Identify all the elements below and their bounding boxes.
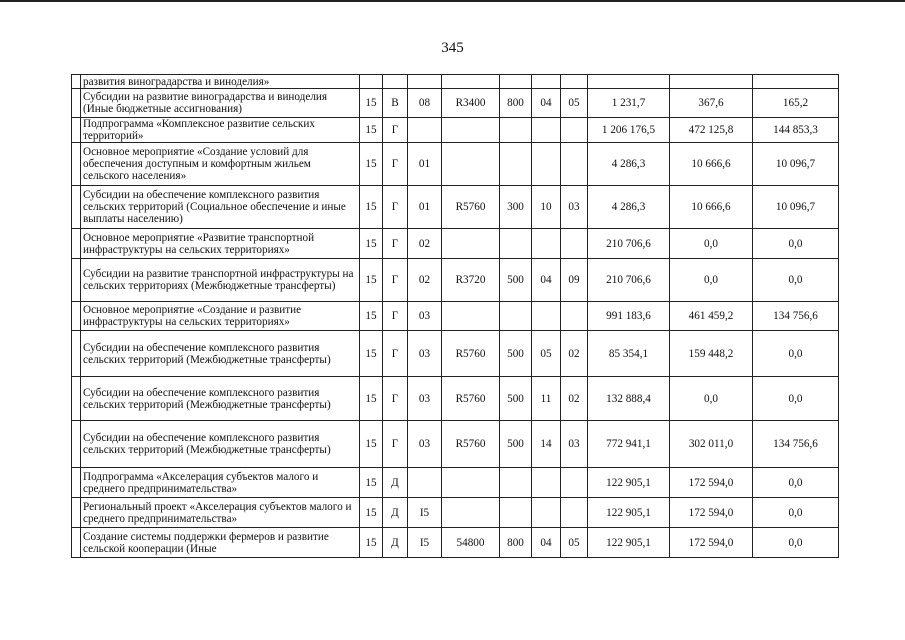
code-program: Г — [383, 186, 408, 229]
code-section — [532, 75, 561, 89]
table-row — [72, 143, 839, 186]
row-margin-cell — [72, 75, 81, 89]
row-margin-cell — [72, 468, 81, 498]
amount-year-1: 4 286,3 — [588, 186, 670, 229]
amount-year-3: 0,0 — [753, 528, 839, 558]
code-target — [442, 229, 500, 259]
code-expense-type — [500, 229, 532, 259]
code-ministry: 15 — [360, 89, 383, 118]
amount-year-3: 0,0 — [753, 377, 839, 421]
code-subsection: 03 — [561, 186, 588, 229]
code-ministry: 15 — [360, 528, 383, 558]
code-subsection: 05 — [561, 528, 588, 558]
code-section — [532, 118, 561, 143]
row-margin-cell — [72, 498, 81, 528]
code-subprogram — [408, 118, 442, 143]
amount-year-2: 0,0 — [670, 229, 753, 259]
code-program: Г — [383, 143, 408, 186]
row-margin-cell — [72, 302, 81, 331]
code-subprogram: 01 — [408, 186, 442, 229]
amount-year-2: 10 666,6 — [670, 186, 753, 229]
row-description: Основное мероприятие «Создание условий для обеспечения доступным и комфортным жильем сельского населения» — [81, 143, 360, 186]
table-row — [72, 89, 839, 118]
code-expense-type: 800 — [500, 528, 532, 558]
amount-year-2: 367,6 — [670, 89, 753, 118]
amount-year-1: 4 286,3 — [588, 143, 670, 186]
row-margin-cell — [72, 259, 81, 302]
amount-year-2: 302 011,0 — [670, 421, 753, 468]
code-program: Г — [383, 259, 408, 302]
code-subprogram: 01 — [408, 143, 442, 186]
code-section — [532, 498, 561, 528]
code-target: R3720 — [442, 259, 500, 302]
row-description: Субсидии на обеспечение комплексного развития сельских территорий (Социальное обеспечение и иные выплаты населению) — [81, 186, 360, 229]
code-subprogram: 02 — [408, 259, 442, 302]
code-target: R3400 — [442, 89, 500, 118]
code-section: 10 — [532, 186, 561, 229]
code-subsection: 02 — [561, 377, 588, 421]
code-target: R5760 — [442, 186, 500, 229]
code-target: 54800 — [442, 528, 500, 558]
row-margin-cell — [72, 89, 81, 118]
code-subprogram — [408, 75, 442, 89]
amount-year-1: 210 706,6 — [588, 229, 670, 259]
code-ministry — [360, 75, 383, 89]
row-description: Субсидии на развитие виноградарства и виноделия (Иные бюджетные ассигнования) — [81, 89, 360, 118]
code-program: Д — [383, 468, 408, 498]
code-ministry: 15 — [360, 302, 383, 331]
code-subprogram: 03 — [408, 421, 442, 468]
row-description: Подпрограмма «Комплексное развитие сельских территорий» — [81, 118, 360, 143]
code-program: Г — [383, 302, 408, 331]
code-target — [442, 143, 500, 186]
row-margin-cell — [72, 143, 81, 186]
code-ministry: 15 — [360, 421, 383, 468]
amount-year-3: 134 756,6 — [753, 421, 839, 468]
table-row — [72, 259, 839, 302]
code-target — [442, 302, 500, 331]
row-margin-cell — [72, 377, 81, 421]
code-ministry: 15 — [360, 118, 383, 143]
amount-year-3: 0,0 — [753, 229, 839, 259]
budget-table — [71, 74, 839, 558]
code-ministry: 15 — [360, 229, 383, 259]
amount-year-1: 85 354,1 — [588, 331, 670, 377]
code-target: R5760 — [442, 377, 500, 421]
row-margin-cell — [72, 186, 81, 229]
amount-year-1: 1 206 176,5 — [588, 118, 670, 143]
code-ministry: 15 — [360, 143, 383, 186]
code-subsection — [561, 498, 588, 528]
code-expense-type — [500, 468, 532, 498]
code-target — [442, 75, 500, 89]
code-program: Д — [383, 498, 408, 528]
amount-year-3: 10 096,7 — [753, 143, 839, 186]
amount-year-2: 172 594,0 — [670, 498, 753, 528]
row-description: Подпрограмма «Акселерация субъектов малого и среднего предпринимательства» — [81, 468, 360, 498]
row-margin-cell — [72, 229, 81, 259]
row-description: Основное мероприятие «Создание и развитие инфраструктуры на сельских территориях» — [81, 302, 360, 331]
code-subsection — [561, 229, 588, 259]
amount-year-1: 991 183,6 — [588, 302, 670, 331]
code-section — [532, 143, 561, 186]
code-ministry: 15 — [360, 468, 383, 498]
amount-year-2: 461 459,2 — [670, 302, 753, 331]
code-section: 05 — [532, 331, 561, 377]
amount-year-1: 210 706,6 — [588, 259, 670, 302]
code-section: 04 — [532, 89, 561, 118]
table-row — [72, 118, 839, 143]
code-target — [442, 118, 500, 143]
code-program: Д — [383, 528, 408, 558]
row-description: Субсидии на обеспечение комплексного развития сельских территорий (Межбюджетные трансферты) — [81, 331, 360, 377]
amount-year-1: 122 905,1 — [588, 528, 670, 558]
table-row — [72, 421, 839, 468]
code-expense-type — [500, 498, 532, 528]
code-subsection — [561, 75, 588, 89]
row-margin-cell — [72, 331, 81, 377]
page-number: 345 — [441, 40, 464, 56]
amount-year-2: 172 594,0 — [670, 468, 753, 498]
code-expense-type: 500 — [500, 377, 532, 421]
table-row — [72, 75, 839, 89]
row-description: Основное мероприятие «Развитие транспортной инфраструктуры на сельских территориях» — [81, 229, 360, 259]
code-subprogram: 03 — [408, 331, 442, 377]
row-margin-cell — [72, 421, 81, 468]
amount-year-2: 0,0 — [670, 259, 753, 302]
code-program: Г — [383, 331, 408, 377]
code-subprogram — [408, 468, 442, 498]
code-subsection — [561, 143, 588, 186]
table-row — [72, 377, 839, 421]
row-description: Субсидии на обеспечение комплексного развития сельских территорий (Межбюджетные трансферты) — [81, 377, 360, 421]
amount-year-2 — [670, 75, 753, 89]
amount-year-3: 0,0 — [753, 498, 839, 528]
code-program: Г — [383, 118, 408, 143]
code-ministry: 15 — [360, 377, 383, 421]
code-section: 04 — [532, 528, 561, 558]
code-ministry: 15 — [360, 259, 383, 302]
code-subsection: 09 — [561, 259, 588, 302]
amount-year-3: 134 756,6 — [753, 302, 839, 331]
code-target — [442, 468, 500, 498]
code-program: В — [383, 89, 408, 118]
code-program: Г — [383, 377, 408, 421]
code-ministry: 15 — [360, 331, 383, 377]
code-program — [383, 75, 408, 89]
code-subsection: 03 — [561, 421, 588, 468]
amount-year-1: 122 905,1 — [588, 498, 670, 528]
amount-year-2: 0,0 — [670, 377, 753, 421]
amount-year-1: 1 231,7 — [588, 89, 670, 118]
row-description: Субсидии на обеспечение комплексного развития сельских территорий (Межбюджетные трансферты) — [81, 421, 360, 468]
table-row — [72, 498, 839, 528]
scan-top-edge — [0, 0, 905, 2]
code-subprogram: 02 — [408, 229, 442, 259]
code-subsection — [561, 302, 588, 331]
code-section: 11 — [532, 377, 561, 421]
amount-year-1: 122 905,1 — [588, 468, 670, 498]
amount-year-2: 472 125,8 — [670, 118, 753, 143]
code-section — [532, 468, 561, 498]
code-subsection — [561, 118, 588, 143]
code-subprogram: 03 — [408, 377, 442, 421]
amount-year-1 — [588, 75, 670, 89]
table-row — [72, 186, 839, 229]
table-row — [72, 331, 839, 377]
table-row — [72, 468, 839, 498]
amount-year-3: 165,2 — [753, 89, 839, 118]
code-subprogram: I5 — [408, 528, 442, 558]
amount-year-3: 0,0 — [753, 468, 839, 498]
amount-year-3: 0,0 — [753, 259, 839, 302]
amount-year-3: 144 853,3 — [753, 118, 839, 143]
code-program: Г — [383, 229, 408, 259]
code-program: Г — [383, 421, 408, 468]
code-expense-type — [500, 75, 532, 89]
table-row — [72, 302, 839, 331]
code-ministry: 15 — [360, 186, 383, 229]
code-subsection: 05 — [561, 89, 588, 118]
code-section: 04 — [532, 259, 561, 302]
code-expense-type — [500, 143, 532, 186]
code-target: R5760 — [442, 331, 500, 377]
row-description: Создание системы поддержки фермеров и развитие сельской кооперации (Иные — [81, 528, 360, 558]
code-expense-type: 500 — [500, 259, 532, 302]
code-section — [532, 302, 561, 331]
code-section — [532, 229, 561, 259]
row-margin-cell — [72, 528, 81, 558]
code-target — [442, 498, 500, 528]
code-expense-type: 500 — [500, 421, 532, 468]
row-margin-cell — [72, 118, 81, 143]
code-target: R5760 — [442, 421, 500, 468]
code-subsection — [561, 468, 588, 498]
amount-year-2: 172 594,0 — [670, 528, 753, 558]
amount-year-3: 0,0 — [753, 331, 839, 377]
code-expense-type: 500 — [500, 331, 532, 377]
table-row — [72, 528, 839, 558]
code-ministry: 15 — [360, 498, 383, 528]
amount-year-3: 10 096,7 — [753, 186, 839, 229]
amount-year-2: 10 666,6 — [670, 143, 753, 186]
row-description: Субсидии на развитие транспортной инфраструктуры на сельских территориях (Межбюджетные трансферты) — [81, 259, 360, 302]
amount-year-3 — [753, 75, 839, 89]
code-expense-type: 300 — [500, 186, 532, 229]
row-description: Региональный проект «Акселерация субъектов малого и среднего предпринимательства» — [81, 498, 360, 528]
code-expense-type — [500, 302, 532, 331]
code-subsection: 02 — [561, 331, 588, 377]
table-row — [72, 229, 839, 259]
amount-year-1: 132 888,4 — [588, 377, 670, 421]
row-description: развития виноградарства и виноделия» — [81, 75, 360, 89]
code-subprogram: 03 — [408, 302, 442, 331]
code-section: 14 — [532, 421, 561, 468]
amount-year-2: 159 448,2 — [670, 331, 753, 377]
code-subprogram: I5 — [408, 498, 442, 528]
code-subprogram: 08 — [408, 89, 442, 118]
code-expense-type — [500, 118, 532, 143]
amount-year-1: 772 941,1 — [588, 421, 670, 468]
code-expense-type: 800 — [500, 89, 532, 118]
